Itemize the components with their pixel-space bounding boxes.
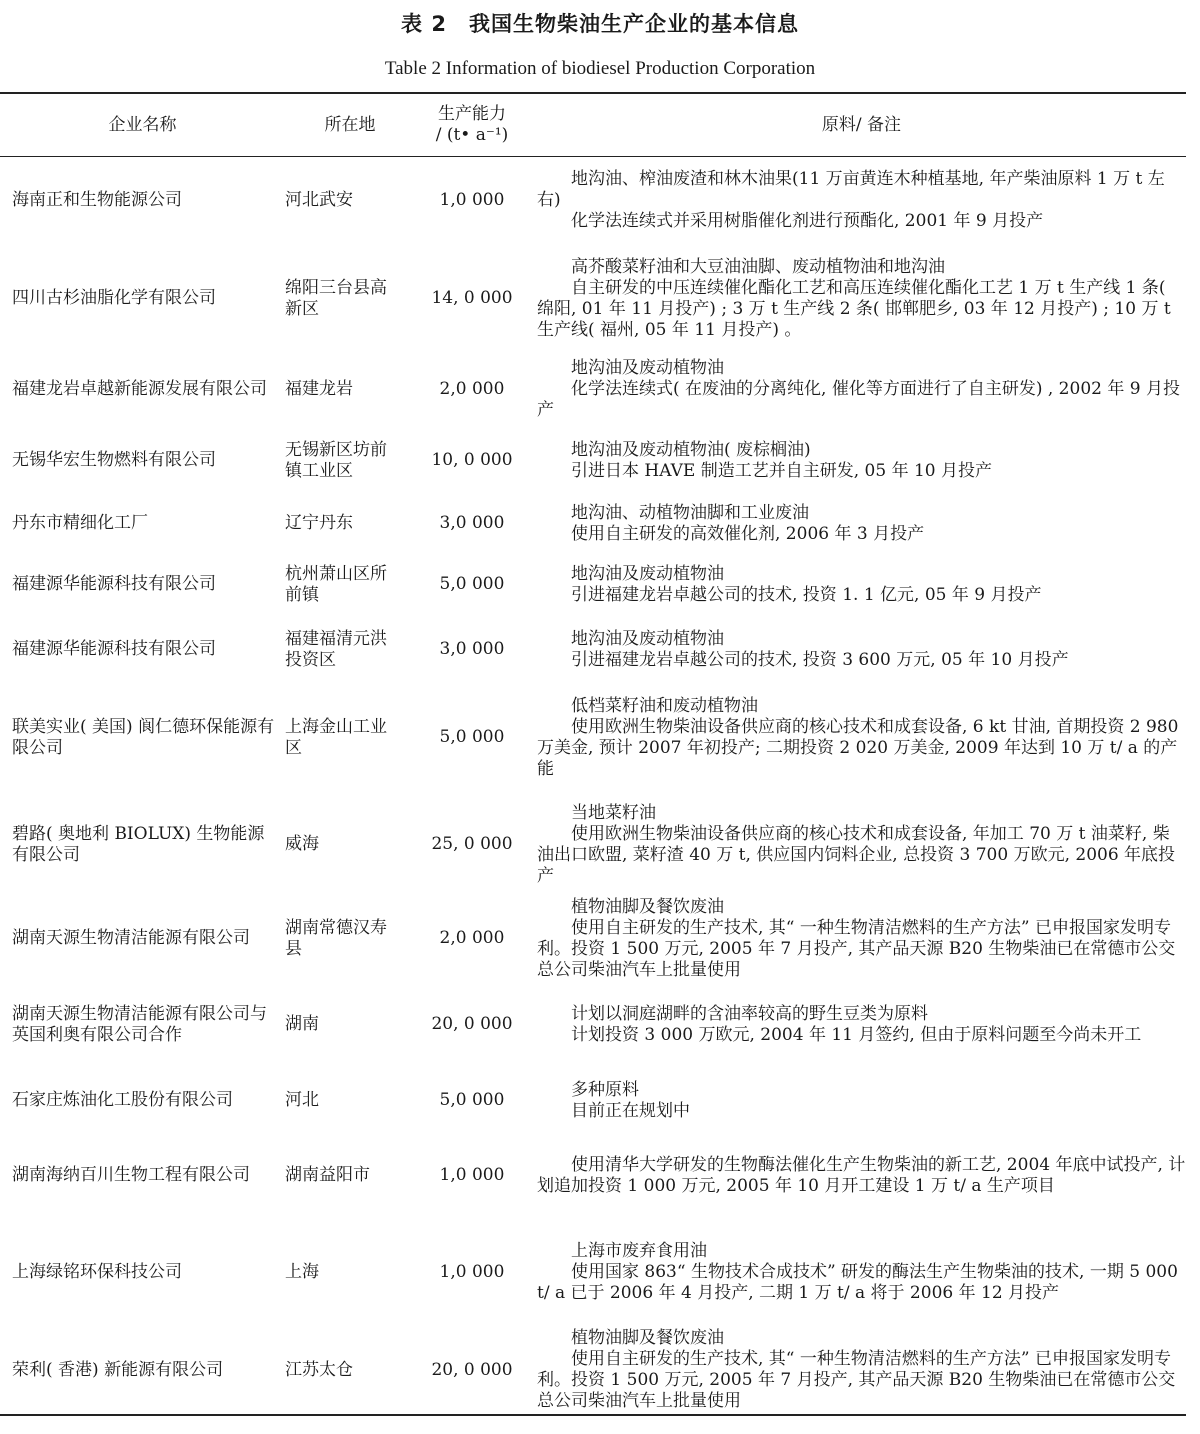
biodiesel-companies-table (0, 92, 1186, 1416)
notes-cell (529, 157, 1186, 245)
company-name-cell: 湖南天源生物清洁能源有限公司与英国利奥有限公司合作 (12, 1003, 267, 1045)
company-name-cell: 海南正和生物能源公司 (12, 190, 182, 211)
notes-cell (529, 897, 1186, 981)
table-row (0, 553, 1186, 617)
table-row (0, 1219, 1186, 1327)
header-company-name: 企业名称 (0, 93, 285, 157)
location-cell: 上海 (285, 1262, 319, 1282)
raw-material-line: 地沟油及废动植物油 (571, 563, 724, 584)
location-cell: 湖南 (285, 1014, 319, 1034)
company-name-cell: 无锡华宏生物燃料有限公司 (12, 450, 216, 470)
location-cell: 上海金山工业区 (285, 716, 387, 758)
raw-material-line: 低档菜籽油和废动植物油 (571, 695, 758, 716)
table-row (0, 495, 1186, 553)
capacity-cell: 1,0 000 (439, 1165, 505, 1185)
location-cell: 杭州萧山区所前镇 (285, 563, 387, 605)
company-name-cell: 福建源华能源科技有限公司 (12, 639, 216, 659)
company-name-cell: 石家庄炼油化工股份有限公司 (12, 1090, 233, 1110)
raw-material-line: 上海市废弃食用油 (571, 1241, 707, 1261)
notes-cell (529, 793, 1186, 897)
header-capacity-unit: / (t• a⁻¹) (435, 125, 509, 145)
location-cell: 威海 (285, 834, 319, 854)
notes-cell (529, 495, 1186, 553)
capacity-cell: 5,0 000 (439, 1090, 505, 1110)
company-name-cell: 湖南海纳百川生物工程有限公司 (12, 1165, 250, 1185)
remark-line: 引进日本 HAVE 制造工艺并自主研发, 05 年 10 月投产 (571, 460, 993, 481)
table-row (0, 793, 1186, 897)
raw-material-line: 植物油脚及餐饮废油 (571, 1328, 724, 1348)
header-notes: 原料/ 备注 (529, 93, 1186, 157)
capacity-cell: 20, 0 000 (431, 1014, 513, 1034)
location-cell: 福建福清元洪投资区 (285, 628, 387, 670)
capacity-cell: 3,0 000 (439, 513, 505, 533)
remark-line: 使用自主研发的生产技术, 其“ 一种生物清洁燃料的生产方法” 已申报国家发明专利。投资 1 500 万元, 2005 年 7 月投产, 其产品天源 B20 生物柴油已在常德市公交总公司柴油汽车上批量使用 (537, 917, 1176, 980)
company-name-cell: 湖南天源生物清洁能源有限公司 (12, 928, 250, 948)
company-name-cell: 四川古杉油脂化学有限公司 (12, 288, 216, 308)
location-cell: 无锡新区坊前镇工业区 (285, 439, 387, 481)
remark-line: 使用自主研发的生产技术, 其“ 一种生物清洁燃料的生产方法” 已申报国家发明专利。投资 1 500 万元, 2005 年 7 月投产, 其产品天源 B20 生物柴油已在常德市公交总公司柴油汽车上批量使用 (537, 1349, 1176, 1411)
header-capacity (415, 93, 529, 157)
remark-line: 目前正在规划中 (571, 1100, 690, 1121)
company-name-cell: 荣利( 香港) 新能源有限公司 (12, 1359, 224, 1380)
company-name-cell: 福建龙岩卓越新能源发展有限公司 (12, 379, 267, 399)
table-row (0, 1327, 1186, 1415)
notes-cell (529, 353, 1186, 427)
header-location: 所在地 (285, 93, 415, 157)
notes-cell (529, 553, 1186, 617)
notes-cell (529, 427, 1186, 495)
raw-material-line: 地沟油及废动植物油 (571, 358, 724, 378)
raw-material-line: 地沟油及废动植物油 (571, 628, 724, 649)
capacity-cell: 25, 0 000 (431, 834, 513, 854)
location-cell: 绵阳三台县高新区 (285, 277, 387, 319)
capacity-cell: 14, 0 000 (431, 288, 513, 308)
table-row (0, 427, 1186, 495)
raw-material-line: 植物油脚及餐饮废油 (571, 896, 724, 917)
remark-line: 使用欧洲生物柴油设备供应商的核心技术和成套设备, 6 kt 甘油, 首期投资 2 980 万美金, 预计 2007 年初投产; 二期投资 2 020 万美金, 2009 年达到 10 万 t/ a 的产能 (537, 716, 1179, 779)
notes-cell (529, 245, 1186, 353)
capacity-cell: 2,0 000 (439, 379, 505, 399)
location-cell: 湖南常德汉寿县 (285, 917, 387, 959)
remark-line: 引进福建龙岩卓越公司的技术, 投资 1. 1 亿元, 05 年 9 月投产 (571, 584, 1042, 605)
raw-material-line: 地沟油、动植物油脚和工业废油 (571, 502, 809, 523)
table-row (0, 245, 1186, 353)
table-row (0, 981, 1186, 1069)
header-capacity-label: 生产能力 (438, 104, 506, 124)
notes-cell (529, 1327, 1186, 1415)
capacity-cell: 5,0 000 (439, 574, 505, 594)
remark-line: 引进福建龙岩卓越公司的技术, 投资 3 600 万元, 05 年 10 月投产 (571, 649, 1069, 670)
capacity-cell: 1,0 000 (439, 190, 505, 211)
remark-line: 使用自主研发的高效催化剂, 2006 年 3 月投产 (571, 523, 925, 544)
capacity-cell: 10, 0 000 (431, 450, 513, 470)
location-cell: 江苏太仓 (285, 1359, 353, 1380)
remark-line: 使用欧洲生物柴油设备供应商的核心技术和成套设备, 年加工 70 万 t 油菜籽, 柴油出口欧盟, 菜籽渣 40 万 t, 供应国内饲料企业, 总投资 3 700 万欧元, 2006 年底投产 (537, 823, 1176, 886)
table-body (0, 157, 1186, 1415)
company-name-cell: 联美实业( 美国) 阆仁德环保能源有限公司 (12, 716, 275, 758)
remark-line: 化学法连续式( 在废油的分离纯化, 催化等方面进行了自主研发) , 2002 年 9 月投产 (537, 379, 1180, 420)
company-name-cell: 上海绿铭环保科技公司 (12, 1262, 182, 1282)
remark-line: 计划投资 3 000 万欧元, 2004 年 11 月签约, 但由于原料问题至今尚未开工 (571, 1024, 1142, 1045)
notes-cell (529, 981, 1186, 1069)
table-row (0, 353, 1186, 427)
raw-material-line: 地沟油、榨油废渣和林木油果(11 万亩黄连木种植基地, 年产柴油原料 1 万 t 左右) (537, 169, 1165, 211)
table-row (0, 617, 1186, 683)
table-row (0, 897, 1186, 981)
location-cell: 福建龙岩 (285, 379, 353, 399)
notes-cell (529, 1219, 1186, 1327)
capacity-cell: 20, 0 000 (431, 1359, 513, 1380)
location-cell: 河北 (285, 1090, 319, 1110)
company-name-cell: 丹东市精细化工厂 (12, 513, 148, 533)
raw-material-line: 地沟油及废动植物油( 废棕榈油) (571, 439, 811, 460)
table-row (0, 1133, 1186, 1219)
location-cell: 辽宁丹东 (285, 513, 353, 533)
remark-line: 自主研发的中压连续催化酯化工艺和高压连续催化酯化工艺 1 万 t 生产线 1 条( 绵阳, 01 年 11 月投产) ; 3 万 t 生产线 2 条( 邯郸肥乡, 03 年 12 月投产) ; 10 万 t 生产线( 福州, 05 年 11 月投产) 。 (537, 277, 1171, 340)
capacity-cell: 3,0 000 (439, 639, 505, 659)
capacity-cell: 2,0 000 (439, 928, 505, 948)
raw-material-line: 当地菜籽油 (571, 802, 656, 823)
notes-cell (529, 1069, 1186, 1133)
remark-line: 使用国家 863“ 生物技术合成技术” 研发的酶法生产生物柴油的技术, 一期 5 000 t/ a 已于 2006 年 4 月投产, 二期 1 万 t/ a 将于 2006 年 12 月投产 (537, 1262, 1178, 1303)
notes-cell (529, 617, 1186, 683)
raw-material-line: 计划以洞庭湖畔的含油率较高的野生豆类为原料 (571, 1003, 928, 1024)
raw-material-line: 多种原料 (571, 1079, 639, 1100)
location-cell: 湖南益阳市 (285, 1165, 370, 1185)
company-name-cell: 碧路( 奥地利 BIOLUX) 生物能源有限公司 (12, 823, 265, 865)
table-caption-english: Table 2 Information of biodiesel Production Corporation (384, 58, 816, 79)
remark-line: 化学法连续式并采用树脂催化剂进行预酯化, 2001 年 9 月投产 (571, 211, 1044, 232)
capacity-cell: 5,0 000 (439, 727, 505, 747)
raw-material-line: 高芥酸菜籽油和大豆油油脚、废动植物油和地沟油 (571, 256, 945, 277)
remark-line: 使用清华大学研发的生物酶法催化生产生物柴油的新工艺, 2004 年底中试投产, 计划追加投资 1 000 万元, 2005 年 10 月开工建设 1 万 t/ a 生产项目 (537, 1154, 1186, 1196)
table-row (0, 157, 1186, 245)
company-name-cell: 福建源华能源科技有限公司 (12, 574, 216, 594)
table-header-row (0, 93, 1186, 157)
table-row (0, 1069, 1186, 1133)
table-caption-chinese: 表 2 我国生物柴油生产企业的基本信息 (401, 12, 799, 36)
location-cell: 河北武安 (285, 190, 353, 211)
notes-cell (529, 683, 1186, 793)
table-row (0, 683, 1186, 793)
notes-cell (529, 1133, 1186, 1219)
capacity-cell: 1,0 000 (439, 1262, 505, 1282)
